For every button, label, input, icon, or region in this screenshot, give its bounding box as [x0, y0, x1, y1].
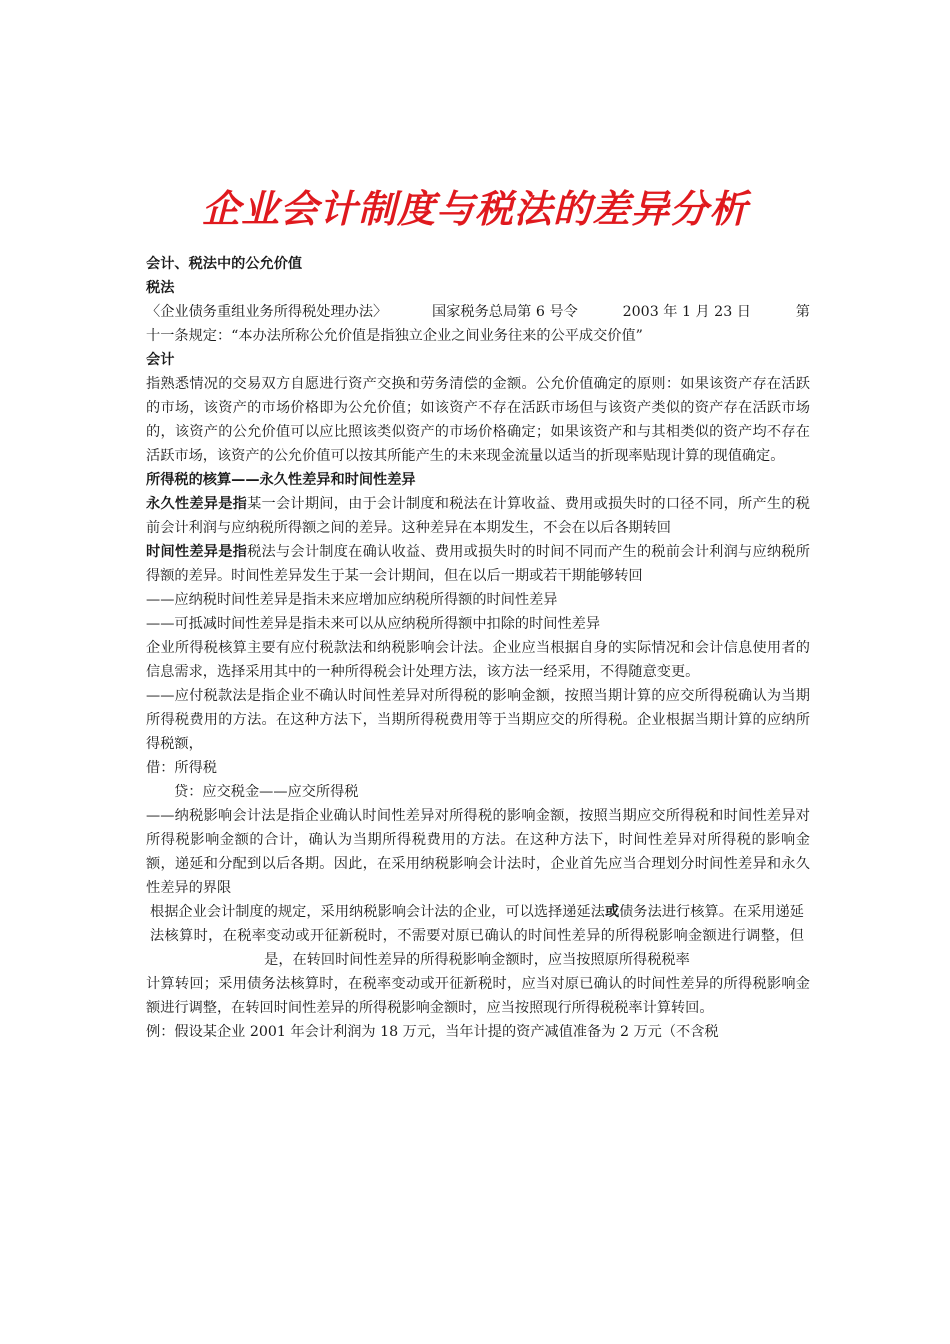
permanent-difference-text: 某一会计期间，由于会计制度和税法在计算收益、费用或损失时的口径不同，所产生的税前会计利润与应纳税所得额之间的差异。这种差异在本期发生，不会在以后各期转回 — [146, 496, 810, 536]
tax-payable-method: ——应付税款法是指企业不确认时间性差异对所得税的影响金额，按照当期计算的应交所得税确认为当期所得税费用的方法。在这种方法下，当期所得税费用等于当期应交的所得税。企业根据当期计算的应纳所得税额， — [146, 688, 810, 752]
continuation-paragraph: 计算转回；采用债务法核算时，在税率变动或开征新税时，应当对原已确认的时间性差异的所得税影响金额进行调整，在转回时间性差异的所得税影响金额时，应当按照现行所得税税率计算转回。 — [146, 976, 810, 1016]
section-heading-income-tax: 所得税的核算——永久性差异和时间性差异 — [146, 472, 416, 488]
tax-citation-line — [146, 300, 810, 324]
citation-article: 第 — [795, 304, 810, 320]
citation-order: 国家税务总局第 6 号令 — [432, 304, 578, 320]
permanent-difference-term: 永久性差异是指 — [146, 496, 248, 512]
deferral-text-a: 根据企业会计制度的规定，采用纳税影响会计法的企业，可以选择递延法 — [150, 904, 605, 920]
deferral-or: 或 — [604, 904, 620, 920]
taxable-timing-difference: ——应纳税时间性差异是指未来应增加应纳税所得额的时间性差异 — [146, 592, 558, 608]
deferral-liability-paragraph — [146, 900, 810, 972]
accounting-definition: 指熟悉情况的交易双方自愿进行资产交换和劳务清偿的金额。公允价值确定的原则：如果该资产存在活跃的市场，该资产的市场价格即为公允价值；如该资产不存在活跃市场但与该资产类似的资产存在活跃市场的，该资产的公允价值可以应比照该类似资产的市场价格确定；如果该资产和与其相类似的资产均不存在活跃市场，该资产的公允价值可以按其所能产生的未来现金流量以适当的折现率贴现计算的现值确定。 — [146, 376, 810, 464]
citation-regulation: 〈企业债务重组业务所得税处理办法〉 — [146, 304, 388, 320]
timing-difference-text: 税法与会计制度在确认收益、费用或损失时的时间不同而产生的税前会计利润与应纳税所得额的差异。时间性差异发生于某一会计期间，但在以后一期或若干期能够转回 — [146, 544, 810, 584]
timing-difference-term: 时间性差异是指 — [146, 544, 248, 560]
journal-credit: 贷：应交税金——应交所得税 — [174, 784, 359, 800]
subheading-accounting: 会计 — [146, 352, 175, 368]
subheading-tax-law: 税法 — [146, 280, 175, 296]
tax-effect-method: ——纳税影响会计法是指企业确认时间性差异对所得税的影响金额，按照当期应交所得税和时间性差异对所得税影响金额的合计，确认为当期所得税费用的方法。在这种方法下，时间性差异对所得税的影响金额，递延和分配到以后各期。因此，在采用纳税影响会计法时，企业首先应当合理划分时间性差异和永久性差异的界限 — [146, 808, 810, 896]
methods-paragraph: 企业所得税核算主要有应付税款法和纳税影响会计法。企业应当根据自身的实际情况和会计信息使用者的信息需求，选择采用其中的一种所得税会计处理方法，该方法一经采用，不得随意变更。 — [146, 640, 810, 680]
section-heading-fair-value: 会计、税法中的公允价值 — [146, 256, 303, 272]
timing-difference-paragraph — [146, 540, 810, 588]
example-paragraph: 例：假设某企业 2001 年会计利润为 18 万元，当年计提的资产减值准备为 2 万元（不含税 — [146, 1024, 719, 1040]
deductible-timing-difference: ——可抵减时间性差异是指未来可以从应纳税所得额中扣除的时间性差异 — [146, 616, 601, 632]
permanent-difference-paragraph — [146, 492, 810, 540]
citation-date: 2003 年 1 月 23 日 — [622, 304, 751, 320]
tax-definition: 十一条规定：“本办法所称公允价值是指独立企业之间业务往来的公平成交价值” — [146, 328, 643, 344]
journal-debit: 借：所得税 — [146, 760, 217, 776]
document-title: 企业会计制度与税法的差异分析 — [201, 186, 748, 231]
document-body — [146, 252, 810, 1044]
deferral-text-b: 债务法进行核算。在采用递延法核算时，在税率变动或开征新税时，不需要对原已确认的时间性差异的所得税影响金额进行调整，但是，在转回时间性差异的所得税影响金额时，应当按照原所得税税率 — [150, 904, 804, 968]
